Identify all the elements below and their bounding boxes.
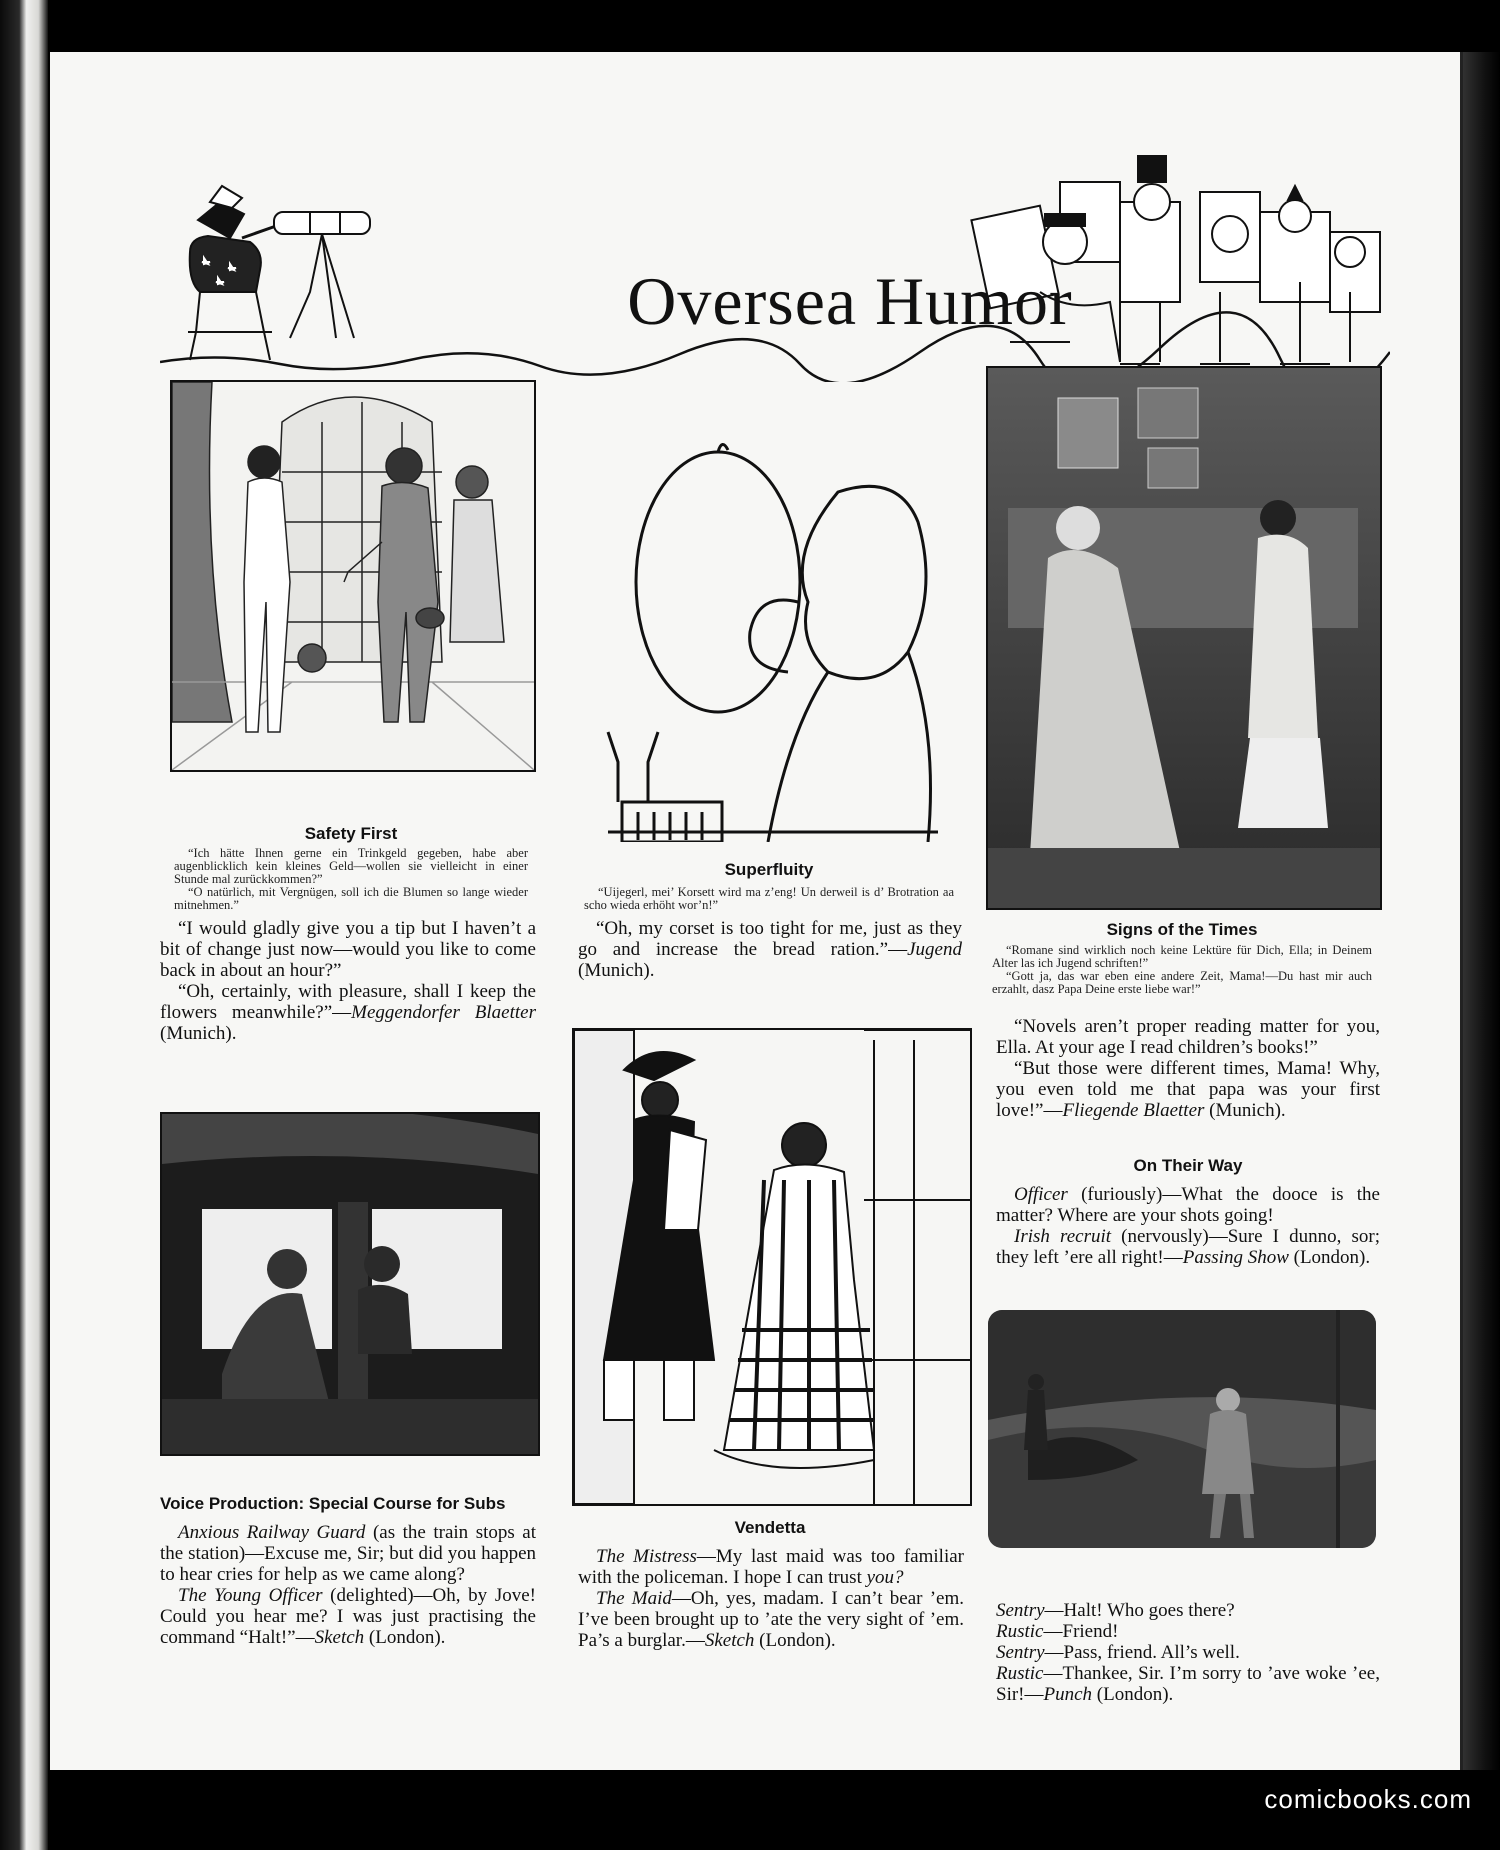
book-spine: [0, 0, 48, 1850]
dialogue-line: Rustic—Thankee, Sir. I’m sorry to ’ave woke ’ee, Sir!—Punch (London).: [996, 1663, 1380, 1705]
source-name: Meggendorfer Blaetter: [351, 1002, 536, 1023]
on-their-way-title: On Their Way: [1133, 1156, 1243, 1175]
source-name: Fliegende Blaetter: [1062, 1100, 1205, 1121]
signs-of-times-illustration: [986, 366, 1382, 910]
german-line: “O natürlich, mit Vergnügen, soll ich die Blumen so lange wieder mitnehmen.”: [174, 885, 528, 912]
dialogue-line: Officer (furiously)—What the dooce is the matter? Where are your shots going!: [996, 1184, 1380, 1226]
dialogue-line: The Mistress—My last maid was too familiar with the policeman. I hope I can trust you?: [578, 1546, 964, 1588]
source-name: Sketch: [314, 1627, 365, 1648]
superfluity-title: Superfluity: [724, 860, 814, 879]
source-name: Punch: [1043, 1684, 1093, 1705]
masthead: [160, 142, 1390, 382]
source-name: Sketch: [704, 1630, 755, 1651]
dialogue-line: Sentry—Halt! Who goes there?: [996, 1600, 1235, 1621]
dialogue-line: “But those were different times, Mama! Why, you even told me that papa was your first love!”—Fliegende Blaetter (Munich).: [996, 1058, 1380, 1121]
voice-production-text: [160, 1522, 536, 1648]
signs-of-times-text: [996, 1016, 1380, 1121]
german-line: “Romane sind wirklich noch keine Lektüre für Dich, Ella; in Deinem Alter las ich Jugend schriften!”: [992, 943, 1372, 970]
vendetta-title: Vendetta: [734, 1518, 806, 1537]
page-edge: [1462, 52, 1500, 1770]
superfluity-text: [578, 918, 962, 981]
source-name: Passing Show: [1182, 1247, 1289, 1268]
dialogue-line: Sentry—Pass, friend. All’s well.: [996, 1642, 1240, 1663]
safety-first-text: [160, 918, 536, 1044]
site-watermark: comicbooks.com: [1264, 1784, 1472, 1814]
dialogue-line: “Novels aren’t proper reading matter for you, Ella. At your age I read children’s books!”: [996, 1016, 1380, 1058]
dialogue-line: “Oh, my corset is too tight for me, just as they go and increase the bread ration.”—Jugend (Munich).: [578, 918, 962, 981]
on-their-way-text: [996, 1184, 1380, 1268]
vendetta-illustration: [572, 1028, 972, 1506]
superfluity-illustration: [578, 432, 960, 842]
safety-first-german: [174, 847, 528, 912]
signs-of-times-german: [992, 944, 1372, 996]
vendetta-text: [578, 1546, 964, 1651]
dialogue-line: “Oh, certainly, with pleasure, shall I keep the flowers meanwhile?”—Meggendorfer Blaetter (Munich).: [160, 981, 536, 1044]
sentry-illustration: [988, 1310, 1376, 1548]
dialogue-line: Rustic—Friend!: [996, 1621, 1119, 1642]
page-title: Oversea Humor: [627, 263, 1073, 339]
dialogue-line: “I would gladly give you a tip but I haven’t a bit of change just now—would you like to come back in about an hour?”: [160, 918, 536, 981]
sentry-text: [996, 1600, 1380, 1705]
dialogue-line: Irish recruit (nervously)—Sure I dunno, sor; they left ’ere all right!—Passing Show (London).: [996, 1226, 1380, 1268]
safety-first-title: Safety First: [304, 824, 398, 843]
dialogue-line: Anxious Railway Guard (as the train stops at the station)—Excuse me, Sir; but did you happen to hear cries for help as we came along?: [160, 1522, 536, 1585]
german-line: “Ich hätte Ihnen gerne ein Trinkgeld gegeben, habe aber augenblicklich kein kleines Geld—wollen sie vielleicht in einer Stunde mal zurückkommen?”: [174, 846, 528, 886]
signs-of-times-title: Signs of the Times: [1106, 920, 1258, 939]
magazine-page: [50, 52, 1463, 1770]
voice-production-title: Voice Production: Special Course for Subs: [160, 1494, 506, 1513]
dialogue-line: The Maid—Oh, yes, madam. I can’t bear ’em. I’ve been brought up to ’ate the very sight of ’em. Pa’s a burglar.—Sketch (London).: [578, 1588, 964, 1651]
superfluity-german: “Uijegerl, mei’ Korsett wird ma z’eng! Un derweil is d’ Brotration aa scho wieda erhöht wor’n!”: [584, 885, 954, 912]
source-name: Jugend: [907, 939, 962, 960]
german-line: “Gott ja, das war eben eine andere Zeit, Mama!—Du hast mir auch erzahlt, dasz Papa Deine erste liebe war!”: [992, 969, 1372, 996]
safety-first-illustration: [170, 380, 536, 772]
dialogue-line: The Young Officer (delighted)—Oh, by Jove! Could you hear me? I was just practising the command “Halt!”—Sketch (London).: [160, 1585, 537, 1648]
voice-production-illustration: [160, 1112, 540, 1456]
